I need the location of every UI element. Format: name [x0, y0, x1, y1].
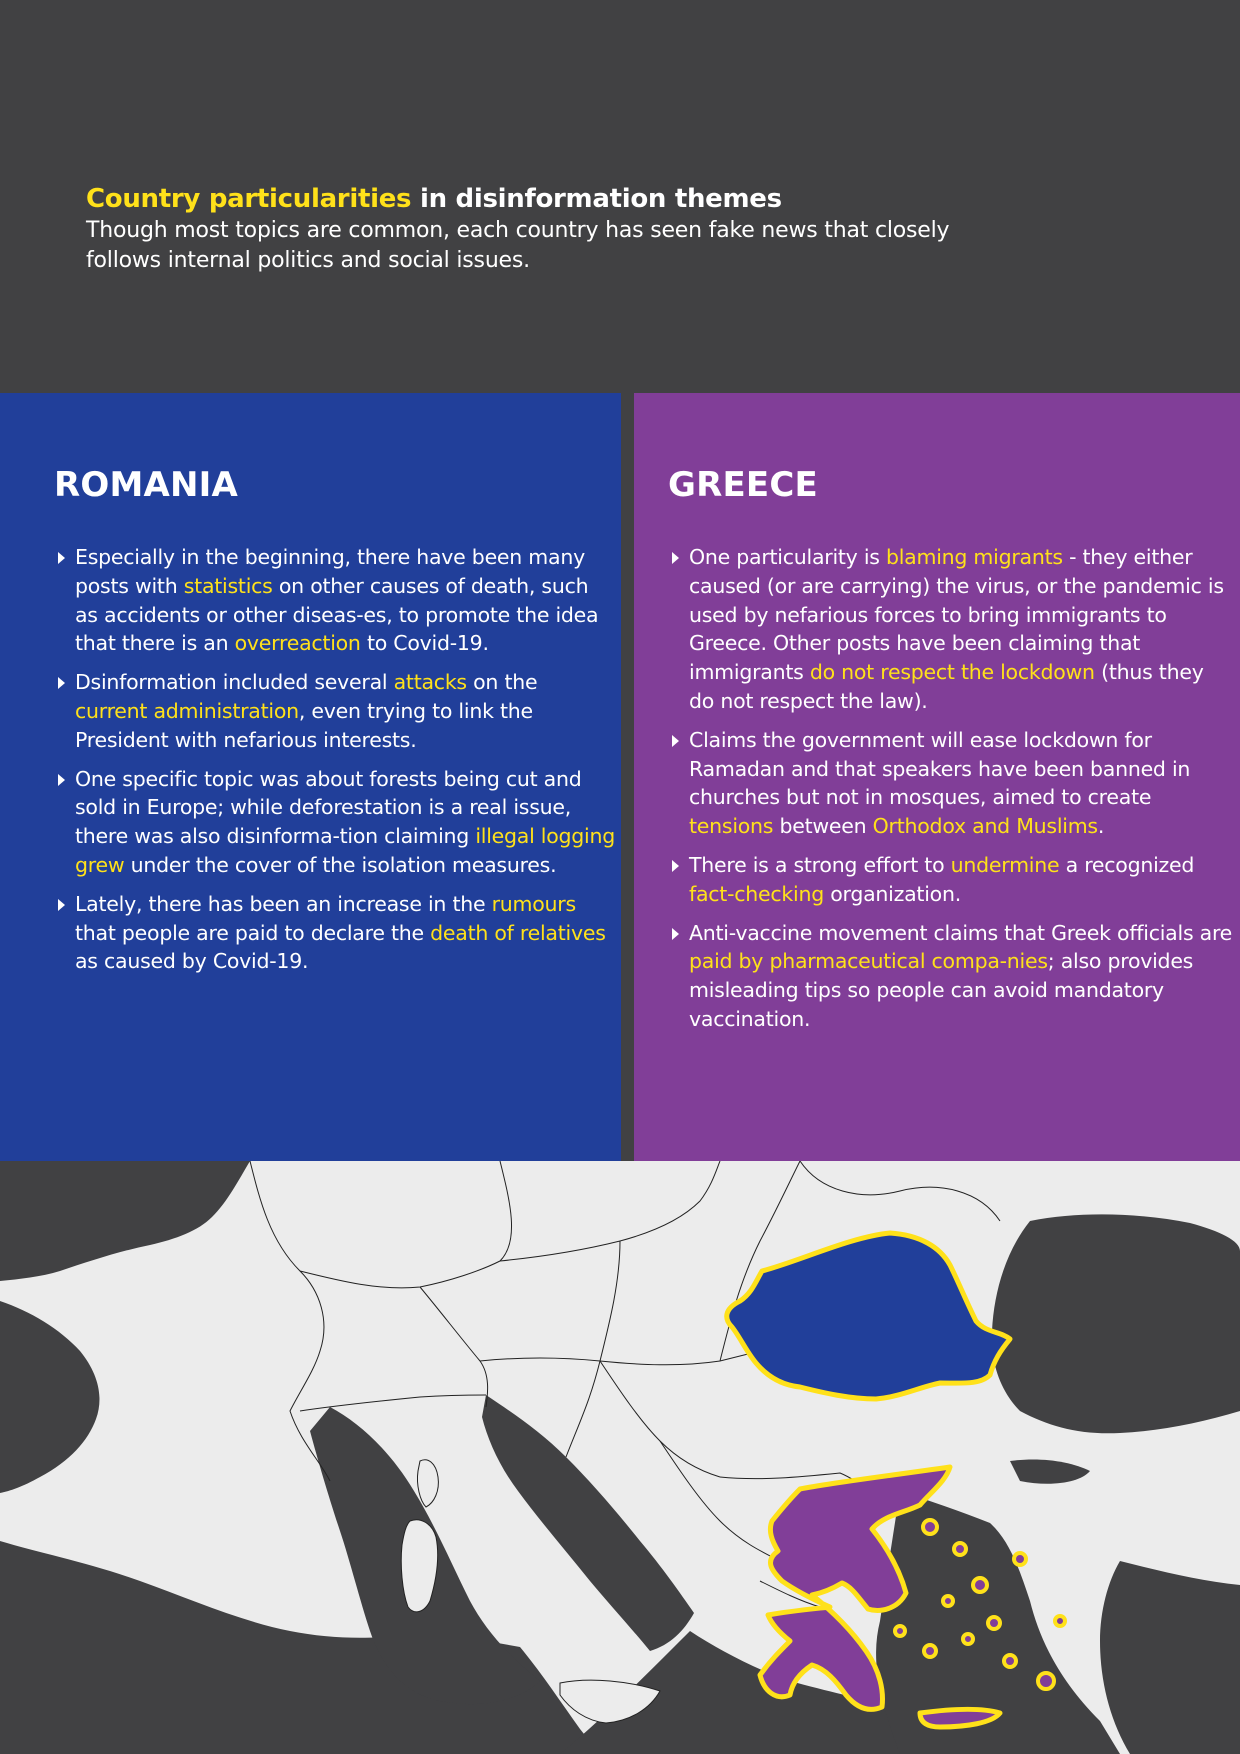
body-text: Anti-vaccine movement claims that Greek officials are — [689, 920, 1233, 945]
body-text: that people are paid to declare the — [75, 920, 431, 945]
body-text: , even trying to link the President with nefarious interests. — [75, 698, 533, 752]
body-text: Lately, there has been an increase in the — [75, 891, 492, 916]
highlighted-text: overreaction — [234, 631, 361, 656]
romania-list — [54, 543, 621, 976]
greece-list-item — [668, 851, 1234, 909]
romania-list-item — [54, 543, 615, 658]
page-subtitle — [86, 216, 1146, 276]
highlighted-text: rumours — [491, 891, 576, 916]
highlighted-text: illegal logging grew — [75, 824, 616, 877]
title-rest: in disinformation themes — [411, 184, 782, 214]
body-text: to Covid-19. — [360, 631, 489, 656]
greece-heading: GREECE — [668, 465, 818, 505]
romania-heading: ROMANIA — [54, 465, 239, 505]
bullet-triangle-icon — [58, 899, 65, 911]
bullet-triangle-icon — [672, 860, 679, 872]
title-highlight: Country particularities — [86, 184, 412, 214]
page-title — [86, 182, 1146, 216]
black-sea — [992, 1214, 1240, 1433]
greece-list-item — [668, 726, 1234, 841]
europe-map — [0, 1161, 1240, 1754]
highlighted-text: attacks — [393, 670, 467, 695]
highlighted-text: Orthodox and Muslims — [872, 814, 1098, 839]
highlighted-text: undermine — [950, 852, 1060, 877]
body-text: a recognized — [1059, 852, 1195, 877]
greece-panel — [634, 393, 1240, 1161]
bullet-triangle-icon — [672, 928, 679, 940]
body-text: (thus they do not respect the law). — [689, 660, 1204, 713]
body-text: Especially in the beginning, there have been many posts with — [75, 545, 585, 598]
eastern-med — [1100, 1561, 1240, 1754]
romania-panel — [0, 393, 621, 1161]
body-text: organization. — [823, 881, 961, 906]
bullet-triangle-icon — [58, 677, 65, 689]
body-text: as caused by Covid-19. — [75, 949, 309, 974]
highlighted-text: paid by pharmaceutical compa-nies — [689, 949, 1048, 974]
body-text: One particularity is — [689, 545, 886, 569]
highlighted-text: fact-checking — [689, 881, 824, 906]
body-text: between — [773, 814, 873, 839]
bullet-triangle-icon — [672, 735, 679, 747]
bullet-triangle-icon — [672, 552, 679, 564]
body-text: There is a strong effort to — [689, 852, 951, 877]
highlighted-text: blaming migrants — [885, 545, 1063, 569]
body-text: - they either caused (or are carrying) the virus, or the pandemic is used by nefarious forces to bring immigrants to Greece. Other posts have been claiming that immigrants — [689, 545, 1224, 685]
subtitle-line-2: follows internal politics and social issues. — [86, 248, 530, 273]
body-text: . — [1097, 814, 1105, 839]
body-text: Claims the government will ease lockdown for Ramadan and that speakers have been banned in churches but not in mosques, aimed to create — [689, 727, 1191, 810]
header — [86, 182, 1146, 276]
body-text: under the cover of the isolation measures. — [124, 852, 557, 877]
romania-list-item — [54, 765, 615, 880]
body-text: on other causes of death, such as accidents or other diseas-es, to promote the idea that there is an — [75, 573, 599, 656]
bullet-triangle-icon — [58, 552, 65, 564]
greece-list-item — [668, 543, 1234, 716]
bullet-triangle-icon — [58, 774, 65, 786]
greece-list — [668, 543, 1240, 1034]
highlighted-text: current administration — [75, 698, 299, 723]
body-text: on the — [466, 670, 538, 695]
highlighted-text: death of relatives — [430, 920, 606, 945]
highlighted-text: do not respect the lockdown — [809, 660, 1095, 685]
highlighted-text: statistics — [183, 573, 273, 598]
body-text: Dsinformation included several — [75, 670, 394, 695]
subtitle-line-1: Though most topics are common, each country has seen fake news that closely — [86, 218, 950, 243]
romania-list-item — [54, 668, 615, 754]
greece-list-item — [668, 919, 1234, 1034]
body-text: ; also provides misleading tips so people can avoid mandatory vaccination. — [689, 949, 1194, 1031]
romania-list-item — [54, 890, 615, 976]
body-text: One specific topic was about forests being cut and sold in Europe; while deforestation is a real issue, there was also disinforma-tion claiming — [75, 766, 582, 849]
highlighted-text: tensions — [689, 814, 774, 839]
